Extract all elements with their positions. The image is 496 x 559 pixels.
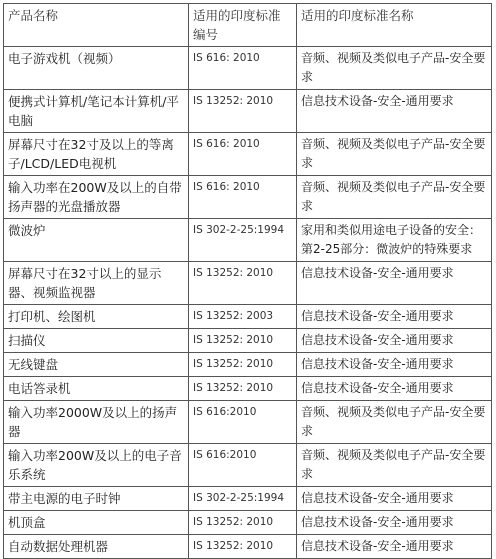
table-row [4,90,492,133]
standard-code-cell: IS 616: 2010 [189,47,297,90]
table-row [4,353,492,377]
standard-code-cell: IS 302-2-25:1994 [189,219,297,262]
standard-name-cell: 音频、视频及类似电子产品-安全要求 [297,133,492,176]
standard-name-cell: 音频、视频及类似电子产品-安全要求 [297,176,492,219]
standard-name-cell: 音频、视频及类似电子产品-安全要求 [297,444,492,487]
standard-code-cell: IS 13252: 2010 [189,353,297,377]
product-cell: 电话答录机 [4,377,189,401]
standard-code-cell: IS 616:2010 [189,401,297,444]
standard-code-cell: IS 13252: 2010 [189,535,297,559]
product-cell: 便携式计算机/笔记本计算机/平电脑 [4,90,189,133]
standard-code-cell: IS 616:2010 [189,444,297,487]
standard-name-cell: 信息技术设备-安全-通用要求 [297,353,492,377]
standard-code-cell: IS 13252: 2010 [189,511,297,535]
standard-name-cell: 信息技术设备-安全-通用要求 [297,305,492,329]
standard-code-cell: IS 616: 2010 [189,133,297,176]
table-row [4,401,492,444]
product-cell: 机顶盒 [4,511,189,535]
product-cell: 带主电源的电子时钟 [4,487,189,511]
standard-name-cell: 信息技术设备-安全-通用要求 [297,511,492,535]
standard-name-cell: 音频、视频及类似电子产品-安全要求 [297,401,492,444]
table-row [4,329,492,353]
table-row [4,305,492,329]
standard-name-cell: 信息技术设备-安全-通用要求 [297,262,492,305]
standard-name-cell: 信息技术设备-安全-通用要求 [297,329,492,353]
standard-code-cell: IS 616: 2010 [189,176,297,219]
standard-name-cell: 信息技术设备-安全-通用要求 [297,377,492,401]
standard-name-cell: 信息技术设备-安全-通用要求 [297,535,492,559]
standard-name-cell: 家用和类似用途电子设备的安全：第2-25部分：微波炉的特殊要求 [297,219,492,262]
standard-code-cell: IS 13252: 2010 [189,262,297,305]
table-row [4,487,492,511]
product-cell: 自动数据处理机器 [4,535,189,559]
product-cell: 无线键盘 [4,353,189,377]
standard-code-cell: IS 13252: 2010 [189,329,297,353]
product-cell: 输入功率在200W及以上的自带扬声器的光盘播放器 [4,176,189,219]
table-row [4,176,492,219]
standard-code-cell: IS 13252: 2010 [189,377,297,401]
table-row [4,262,492,305]
table-row [4,47,492,90]
standard-code-cell: IS 302-2-25:1994 [189,487,297,511]
standard-name-cell: 信息技术设备-安全-通用要求 [297,90,492,133]
table-row [4,219,492,262]
table-row [4,444,492,487]
header-standard-code: 适用的印度标准编号 [189,4,297,47]
product-cell: 屏幕尺寸在32寸及以上的等离子/LCD/LED电视机 [4,133,189,176]
header-standard-name: 适用的印度标准名称 [297,4,492,47]
product-cell: 微波炉 [4,219,189,262]
product-cell: 扫描仪 [4,329,189,353]
product-cell: 输入功率200W及以上的电子音乐系统 [4,444,189,487]
standard-code-cell: IS 13252: 2010 [189,90,297,133]
table-header-row [4,4,492,47]
table-row [4,377,492,401]
standard-name-cell: 音频、视频及类似电子产品-安全要求 [297,47,492,90]
table-row [4,511,492,535]
product-cell: 输入功率2000W及以上的扬声器 [4,401,189,444]
table-row [4,535,492,559]
standard-name-cell: 信息技术设备-安全-通用要求 [297,487,492,511]
standards-table [3,3,492,559]
header-product-name: 产品名称 [4,4,189,47]
product-cell: 屏幕尺寸在32寸以上的显示器、视频监视器 [4,262,189,305]
standard-code-cell: IS 13252: 2003 [189,305,297,329]
table-row [4,133,492,176]
product-cell: 电子游戏机（视频） [4,47,189,90]
product-cell: 打印机、绘图机 [4,305,189,329]
standards-table-container [3,3,491,554]
